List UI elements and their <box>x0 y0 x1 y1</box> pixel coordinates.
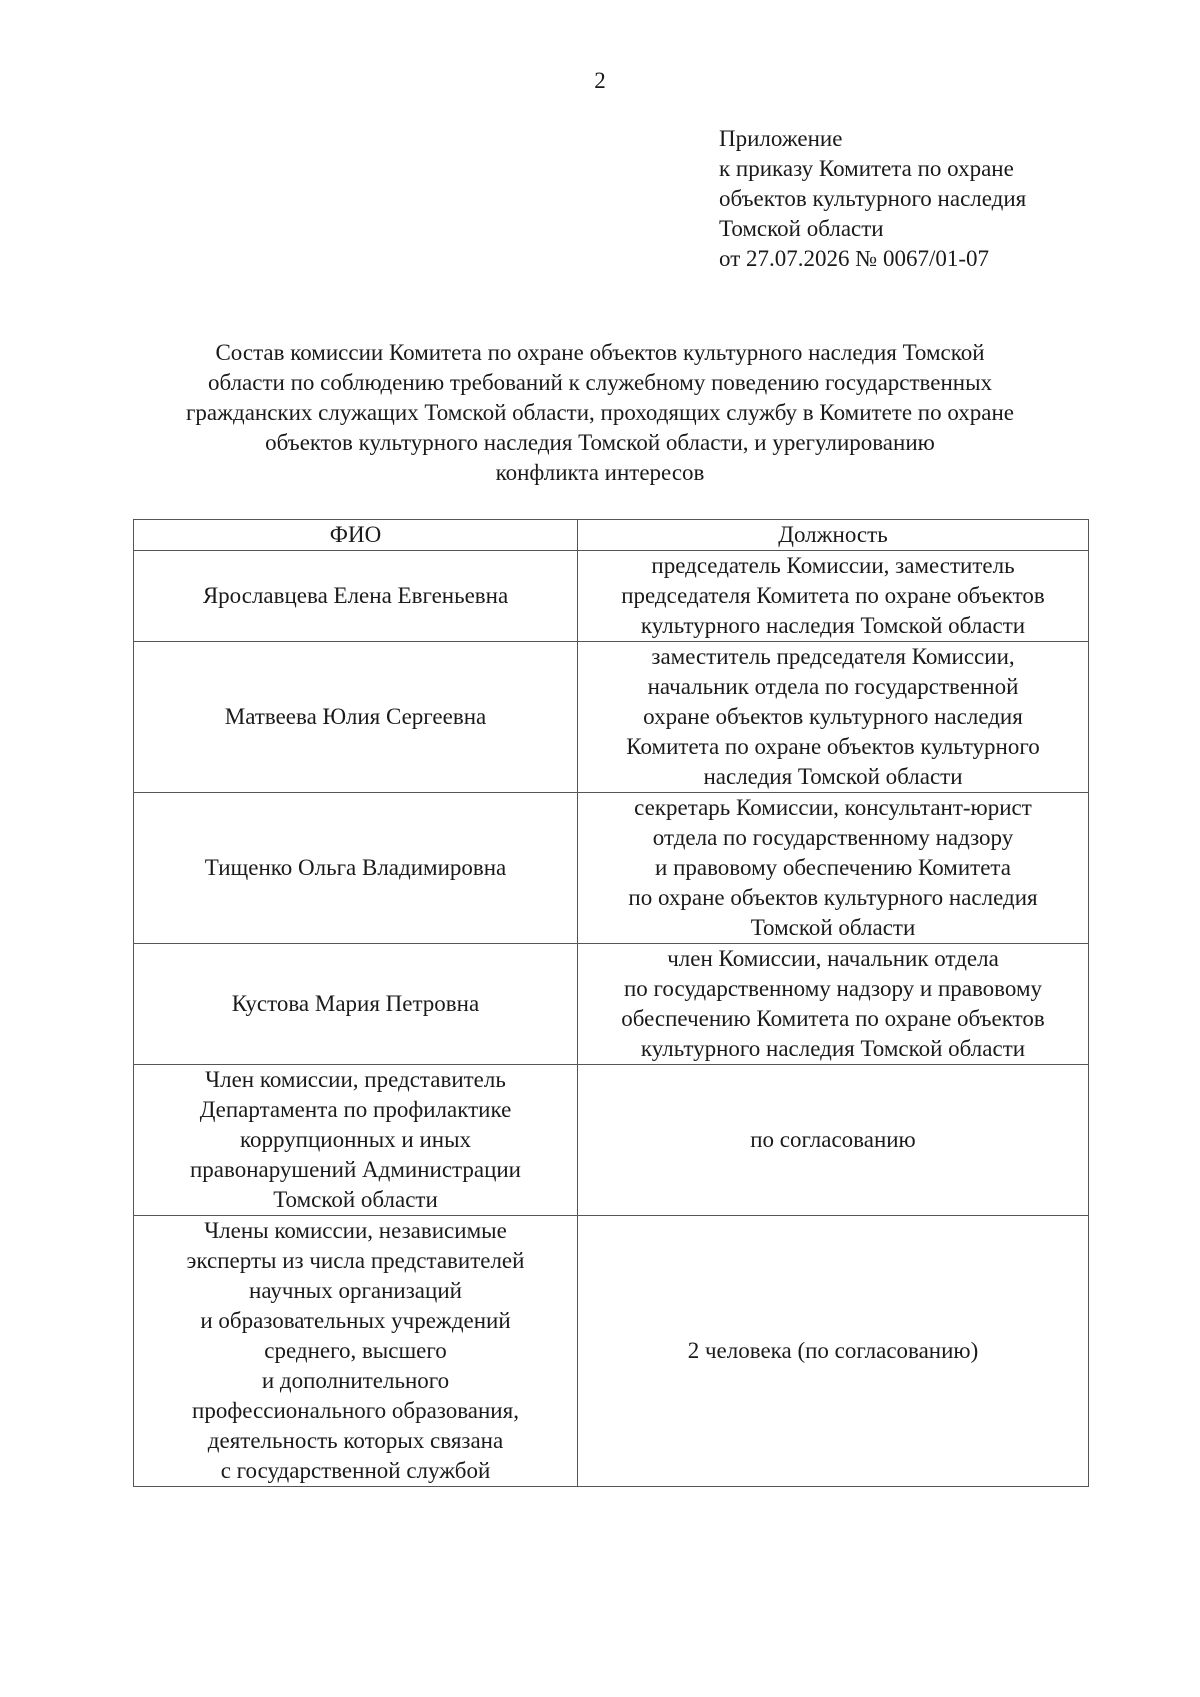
appendix-line: к приказу Комитета по охране <box>719 156 1014 181</box>
member-position-line: по согласованию <box>750 1127 916 1152</box>
member-position-line: председатель Комиссии, заместитель <box>651 553 1015 578</box>
member-name-cell <box>134 551 578 642</box>
table-header-row <box>134 520 1089 551</box>
member-position-line: секретарь Комиссии, консультант-юрист <box>634 795 1032 820</box>
member-position-line: наследия Томской области <box>703 764 963 789</box>
title-line: Состав комиссии Комитета по охране объектов культурного наследия Томской <box>215 340 985 365</box>
member-position-line: заместитель председателя Комиссии, <box>651 644 1015 669</box>
member-name-line: Департамента по профилактике <box>199 1097 512 1122</box>
member-position-cell <box>578 1216 1089 1487</box>
table-row <box>134 642 1089 793</box>
title-line: области по соблюдению требований к служебному поведению государственных <box>207 370 993 395</box>
appendix-line: Приложение <box>719 126 843 151</box>
member-name-cell <box>134 793 578 944</box>
member-name-line: Тищенко Ольга Владимировна <box>204 855 507 880</box>
member-position-line: культурного наследия Томской области <box>640 613 1026 638</box>
table-row <box>134 551 1089 642</box>
member-name-line: научных организаций <box>249 1278 462 1303</box>
table-row <box>134 1065 1089 1216</box>
member-position-line: по государственному надзору и правовому <box>623 976 1043 1001</box>
appendix-line: объектов культурного наследия <box>719 186 1027 211</box>
member-name-line: правонарушений Администрации <box>190 1157 521 1182</box>
appendix-line: от 27.07.2026 № 0067/01-07 <box>719 246 989 271</box>
member-name-line: Матвеева Юлия Сергеевна <box>224 704 487 729</box>
header-position: Должность <box>578 520 1089 551</box>
member-position-line: отдела по государственному надзору <box>652 825 1014 850</box>
member-name-line: и дополнительного <box>261 1368 450 1393</box>
member-name-line: Ярославцева Елена Евгеньевна <box>202 583 509 608</box>
title-line: конфликта интересов <box>495 460 705 485</box>
member-name-line: среднего, высшего <box>264 1338 447 1363</box>
member-position-line: начальник отдела по государственной <box>647 674 1019 699</box>
appendix-block <box>719 124 1026 274</box>
member-name-line: коррупционных и иных <box>239 1127 472 1152</box>
title-line: гражданских служащих Томской области, проходящих службу в Комитете по охране <box>185 400 1015 425</box>
table-row <box>134 793 1089 944</box>
member-position-line: председателя Комитета по охране объектов <box>621 583 1045 608</box>
member-name-line: с государственной службой <box>220 1458 491 1483</box>
member-name-cell <box>134 944 578 1065</box>
table-row <box>134 1216 1089 1487</box>
table-row <box>134 944 1089 1065</box>
member-position-cell <box>578 793 1089 944</box>
member-position-line: Томской области <box>750 915 916 940</box>
member-position-cell <box>578 944 1089 1065</box>
member-position-cell <box>578 1065 1089 1216</box>
member-position-line: культурного наследия Томской области <box>640 1036 1026 1061</box>
member-position-cell <box>578 551 1089 642</box>
document-title <box>100 338 1100 488</box>
member-name-line: эксперты из числа представителей <box>186 1248 525 1273</box>
commission-table <box>133 519 1089 1487</box>
title-line: объектов культурного наследия Томской области, и урегулированию <box>265 430 935 455</box>
member-name-line: и образовательных учреждений <box>200 1308 511 1333</box>
member-name-line: Кустова Мария Петровна <box>231 991 480 1016</box>
member-position-line: обеспечению Комитета по охране объектов <box>621 1006 1045 1031</box>
member-name-cell <box>134 1216 578 1487</box>
member-name-cell <box>134 642 578 793</box>
member-position-line: 2 человека (по согласованию) <box>687 1338 979 1363</box>
page-number: 2 <box>594 68 606 93</box>
member-position-line: по охране объектов культурного наследия <box>628 885 1038 910</box>
member-name-line: профессионального образования, <box>192 1398 519 1423</box>
member-name-line: Томской области <box>273 1187 438 1212</box>
member-position-line: член Комиссии, начальник отдела <box>667 946 999 971</box>
member-name-line: деятельность которых связана <box>207 1428 504 1453</box>
member-name-cell <box>134 1065 578 1216</box>
member-position-cell <box>578 642 1089 793</box>
member-name-line: Член комиссии, представитель <box>205 1067 506 1092</box>
header-name: ФИО <box>134 520 578 551</box>
member-position-line: Комитета по охране объектов культурного <box>626 734 1040 759</box>
member-position-line: и правовому обеспечению Комитета <box>655 855 1011 880</box>
appendix-line: Томской области <box>719 216 884 241</box>
member-name-line: Члены комиссии, независимые <box>204 1218 507 1243</box>
member-position-line: охране объектов культурного наследия <box>643 704 1023 729</box>
